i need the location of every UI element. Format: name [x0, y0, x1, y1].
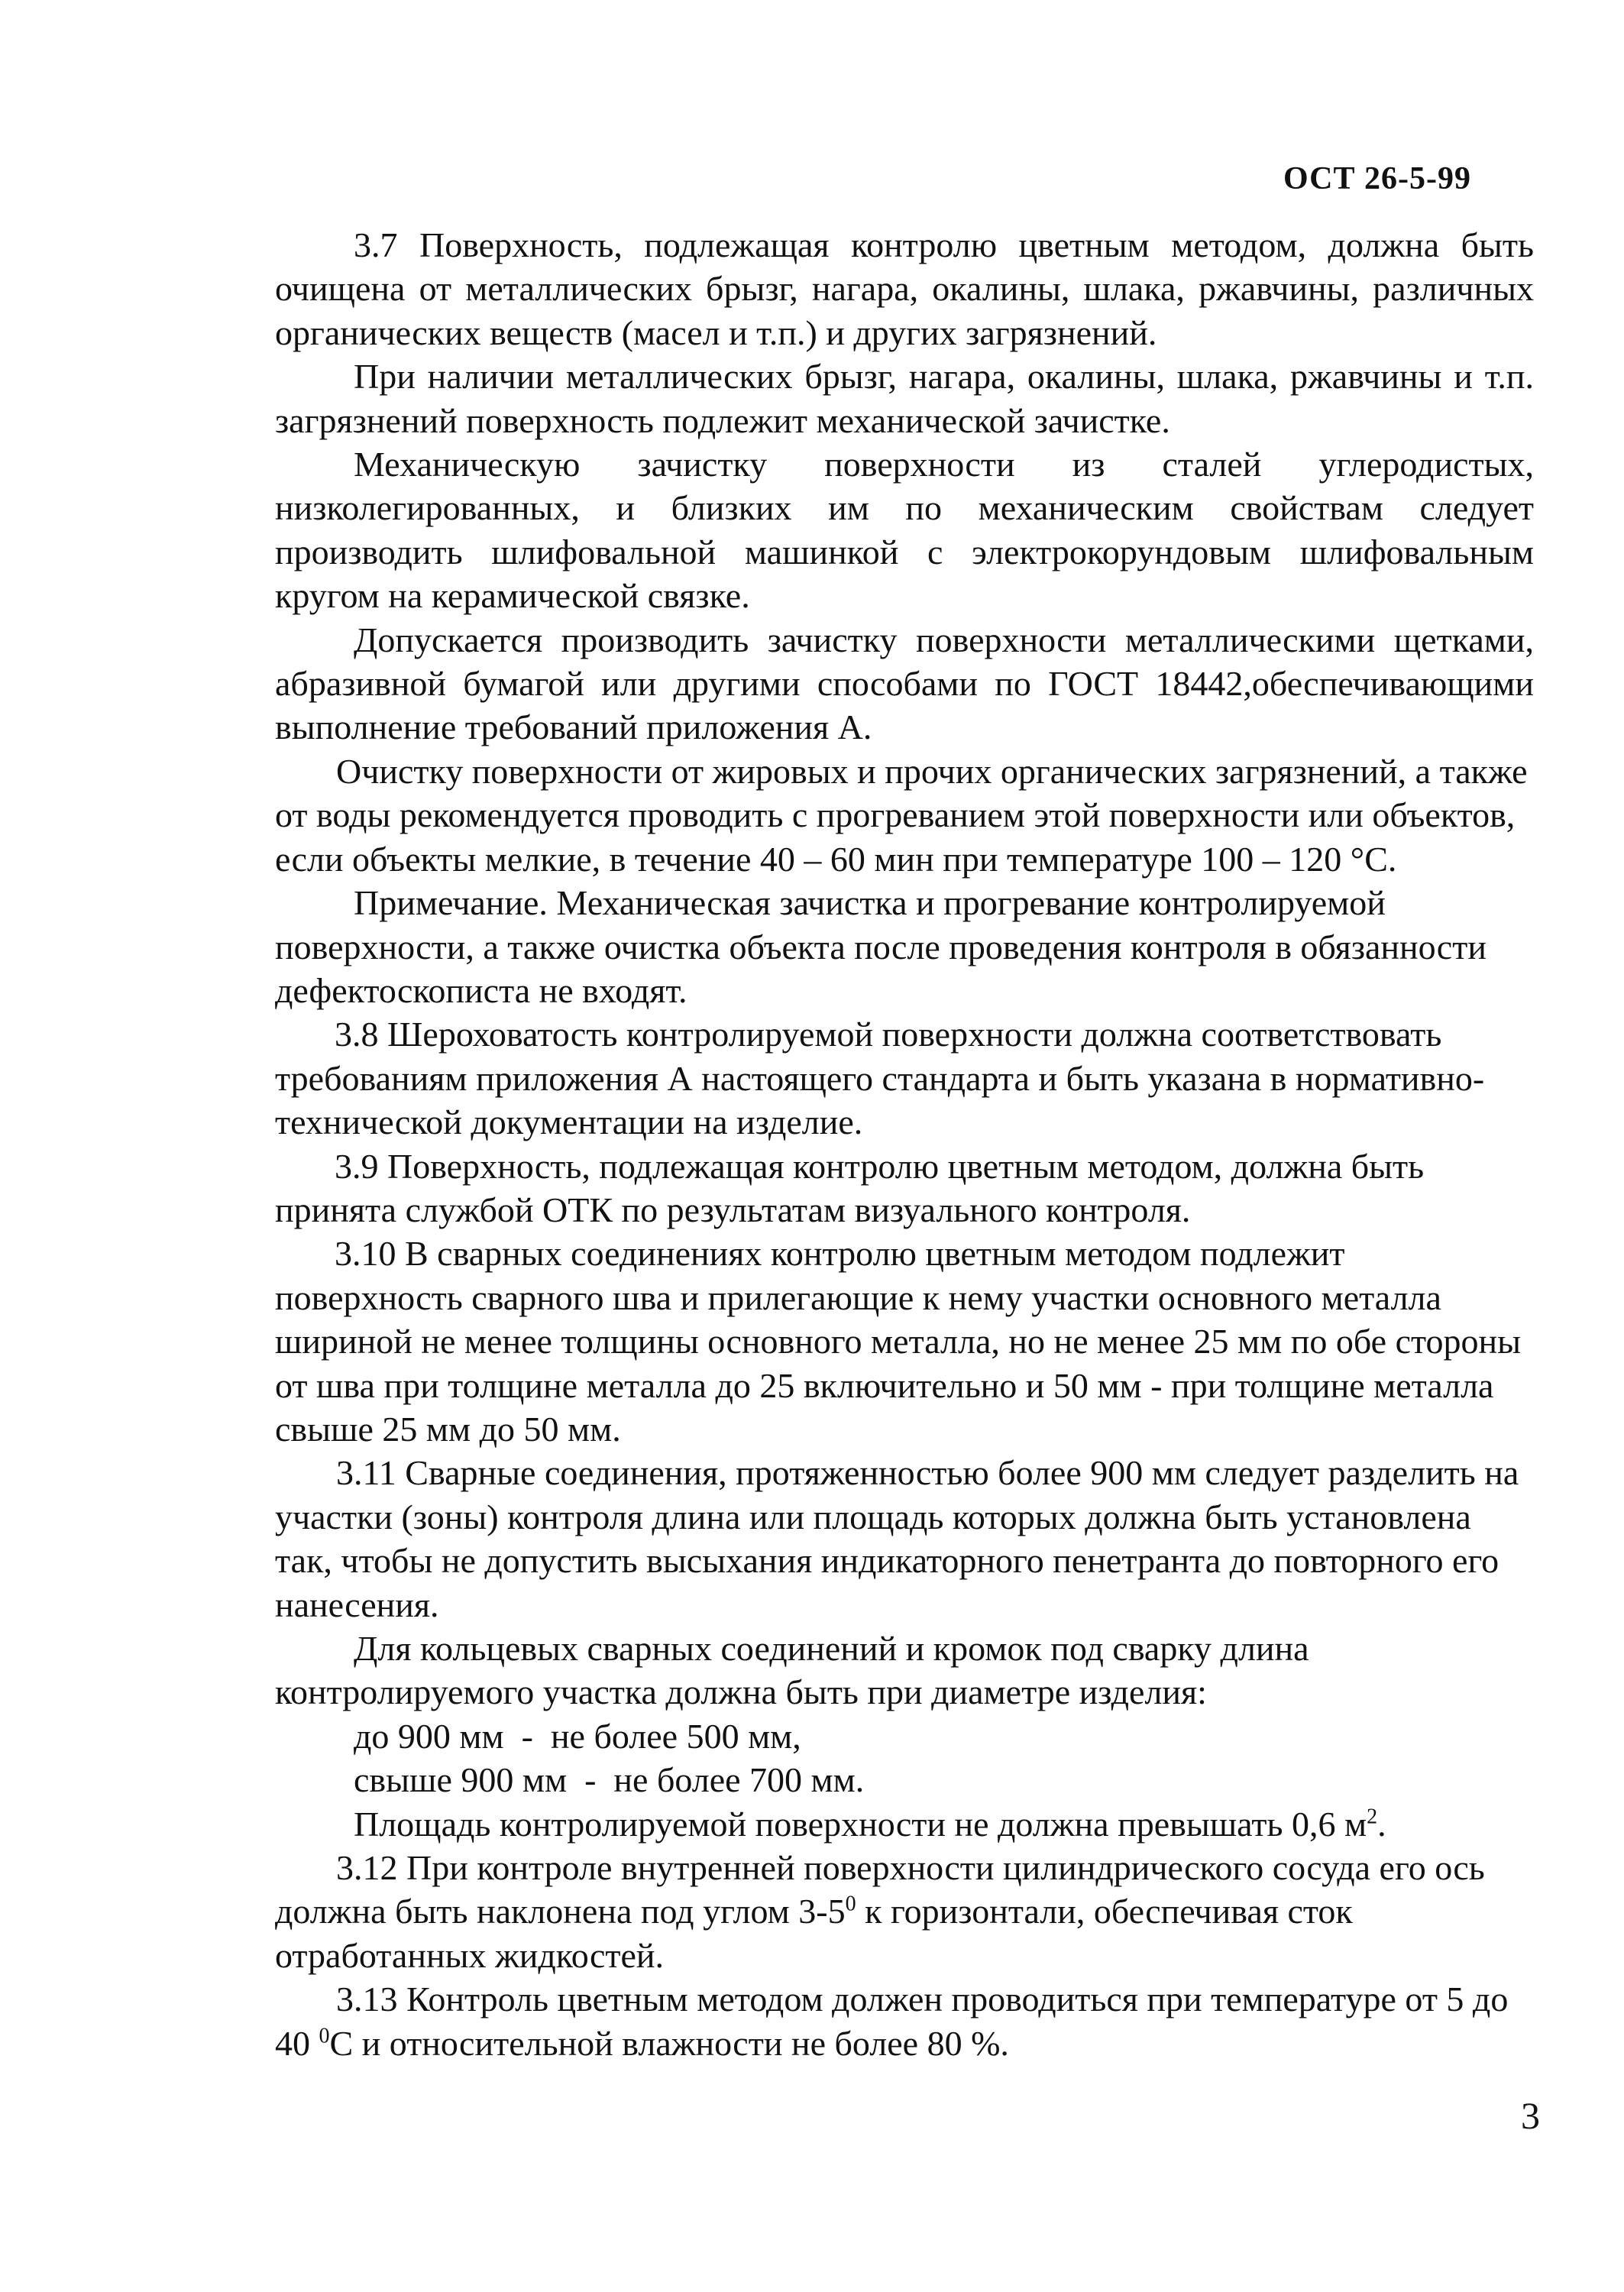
area-limit-end: . [1377, 1804, 1386, 1844]
paragraph-3-7-deposits: При наличии металлических брызг, нагара, окалины, шлака, ржавчины и т.п. загрязнений поверхность подлежит механической зачистке. [275, 357, 1534, 440]
superscript-degree: 0 [319, 2024, 330, 2048]
document-code: ОСТ 26-5-99 [1283, 161, 1471, 196]
paragraph-3-7-allowed-methods: Допускается производить зачистку поверхности металлическими щетками, абразивной бумагой или другими способами по ГОСТ 18442,обеспечивающими выполнение требований приложения А. [275, 620, 1534, 747]
list-item: до 900 мм - не более 500 мм, [354, 1716, 801, 1756]
paragraph-3-11-ring-welds: Для кольцевых сварных соединений и кромок под сварку длина контролируемого участка должна быть при диаметре изделия: [275, 1629, 1309, 1712]
paragraph-3-11-area-limit [275, 1802, 1534, 1846]
paragraph-3-7-degreasing: Очистку поверхности от жировых и прочих органических загрязнений, а также от воды рекомендуется проводить с прогреванием этой поверхности или объектов, если объекты мелкие, в течение 40 – 60 мин при температуре 100 – 120 °С. [275, 751, 1528, 879]
area-limit-text: Площадь контролируемой поверхности не должна превышать 0,6 м [354, 1804, 1367, 1844]
paragraph-3-8: 3.8 Шероховатость контролируемой поверхности должна соответствовать требованиям приложения А настоящего стандарта и быть указана в нормативно-технической документации на изделие. [275, 1015, 1485, 1142]
paragraph-3-13 [275, 1977, 1534, 2065]
paragraph-3-7: 3.7 Поверхность, подлежащая контролю цветным методом, должна быть очищена от металлических брызг, нагара, окалины, шлака, ржавчины, различных органических веществ (масел и т.п.) и других загрязнений. [275, 225, 1534, 352]
paragraph-3-12-end: к горизонтали, обеспечивая сток отработанных жидкостей. [275, 1892, 1353, 1975]
superscript-squared: 2 [1367, 1805, 1378, 1829]
note-paragraph: Примечание. Механическая зачистка и прогревание контролируемой поверхности, а также очистка объекта после проведения контроля в обязанности дефектоскописта не входят. [275, 883, 1487, 1010]
paragraph-3-12-start: 3.12 При контроле внутренней поверхности цилиндрического сосуда его ось должна быть наклонена под углом 3-5 [275, 1848, 1485, 1931]
paragraph-3-9: 3.9 Поверхность, подлежащая контролю цветным методом, должна быть принята службой ОТК по результатам визуального контроля. [275, 1146, 1425, 1229]
paragraph-3-13-end: С и относительной влажности не более 80 %. [329, 2023, 1009, 2063]
paragraph-3-10: 3.10 В сварных соединениях контролю цветным методом подлежит поверхность сварного шва и прилегающие к нему участки основного металла шириной не менее толщины основного металла, но не менее 25 мм по обе стороны от шва при толщине металла до 25 включительно и 50 мм - при толщине металла свыше 25 мм до 50 мм. [275, 1234, 1522, 1449]
paragraph-3-7-mechanical-cleaning: Механическую зачистку поверхности из сталей углеродистых, низколегированных, и близких им по механическим свойствам следует производить шлифовальной машинкой с электрокорундовым шлифовальным кругом на керамической связке. [275, 445, 1534, 616]
length-limits-list [275, 1714, 1534, 1802]
paragraph-3-12 [275, 1846, 1534, 1977]
list-item: свыше 900 мм - не более 700 мм. [354, 1760, 865, 1800]
page-number: 3 [1521, 2094, 1540, 2137]
paragraph-3-11: 3.11 Сварные соединения, протяженностью более 900 мм следует разделить на участки (зоны) контроля длина или площадь которых должна быть установлена так, чтобы не допустить высыхания индикаторного пенетранта до повторного его нанесения. [275, 1453, 1519, 1624]
document-body [275, 223, 1534, 2065]
paragraph-3-13-start: 3.13 Контроль цветным методом должен проводиться при температуре от 5 до 40 [275, 1980, 1509, 2063]
superscript-degree: 0 [845, 1892, 856, 1917]
